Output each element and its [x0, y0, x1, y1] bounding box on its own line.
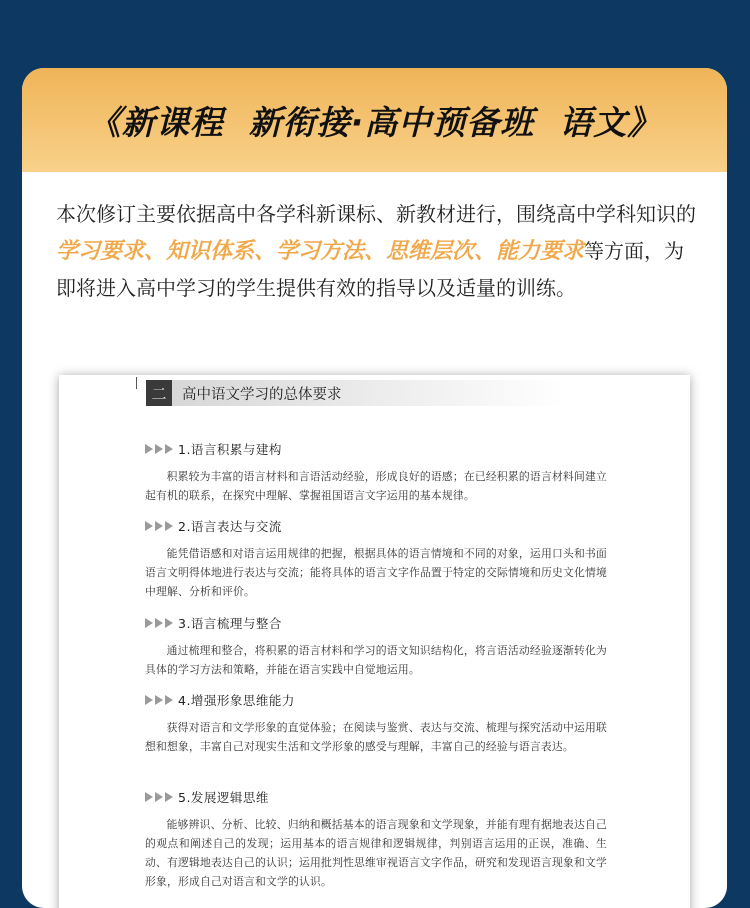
- item-title: 4.增强形象思维能力: [178, 693, 295, 708]
- section-header: [146, 380, 566, 406]
- item-title: 3.语言梳理与整合: [178, 616, 282, 631]
- list-item: [145, 690, 607, 756]
- list-item: [145, 787, 607, 891]
- triple-arrow-icon: [145, 521, 174, 531]
- item-body: 通过梳理和整合，将积累的语言材料和学习的语文知识结构化，将言语活动经验逐渐转化为具体的学习方法和策略，并能在语言实践中自觉地运用。: [145, 644, 607, 676]
- page-mark: [136, 377, 137, 389]
- item-body: 能够辨识、分析、比较、归纳和概括基本的语言现象和文学现象，并能有理有据地表达自己的观点和阐述自己的发现；运用基本的语言规律和逻辑规律，判别语言运用的正误，准确、生动、有逻辑地表达自己的认识；运用批判性思维审视语言文字作品，研究和发现语言现象和文学形象，形成自己对语言和文学的认识。: [145, 818, 607, 888]
- item-body: 能凭借语感和对语言运用规律的把握，根据具体的语言情境和不同的对象，运用口头和书面语言文明得体地进行表达与交流；能将具体的语言文字作品置于特定的交际情境和历史文化情境中理解、分析和评价。: [145, 547, 607, 598]
- title-banner: [22, 68, 727, 172]
- content-card: [22, 68, 727, 908]
- triple-arrow-icon: [145, 618, 174, 628]
- item-body: 积累较为丰富的语言材料和言语活动经验，形成良好的语感；在已经积累的语言材料间建立起有机的联系，在探究中理解、掌握祖国语言文字运用的基本规律。: [145, 470, 607, 502]
- section-number: 二: [146, 380, 172, 406]
- item-body: 获得对语言和文学形象的直觉体验；在阅读与鉴赏、表达与交流、梳理与探究活动中运用联想和想象，丰富自己对现实生活和文学形象的感受与理解，丰富自己的经验与语言表达。: [145, 721, 607, 753]
- document-page: [59, 375, 690, 908]
- triple-arrow-icon: [145, 792, 174, 802]
- intro-paragraph: [56, 196, 696, 307]
- item-title: 1.语言积累与建构: [178, 442, 282, 457]
- triple-arrow-icon: [145, 695, 174, 705]
- item-title: 2.语言表达与交流: [178, 519, 282, 534]
- list-item: [145, 439, 607, 505]
- triple-arrow-icon: [145, 444, 174, 454]
- section-title: 高中语文学习的总体要求: [182, 386, 342, 403]
- intro-text-before: 本次修订主要依据高中各学科新课标、新教材进行，围绕高中学科知识的: [56, 202, 696, 226]
- item-title: 5.发展逻辑思维: [178, 790, 269, 805]
- intro-text-after: 等方面，为即将进入高中学习的学生提供有效的指导以及适量的训练。: [56, 239, 685, 300]
- list-item: [145, 613, 607, 679]
- intro-highlight: 学习要求、知识体系、学习方法、思维层次、能力要求: [56, 239, 585, 264]
- list-item: [145, 516, 607, 601]
- banner-title: 《新课程 新衔接·高中预备班 语文》: [87, 102, 662, 142]
